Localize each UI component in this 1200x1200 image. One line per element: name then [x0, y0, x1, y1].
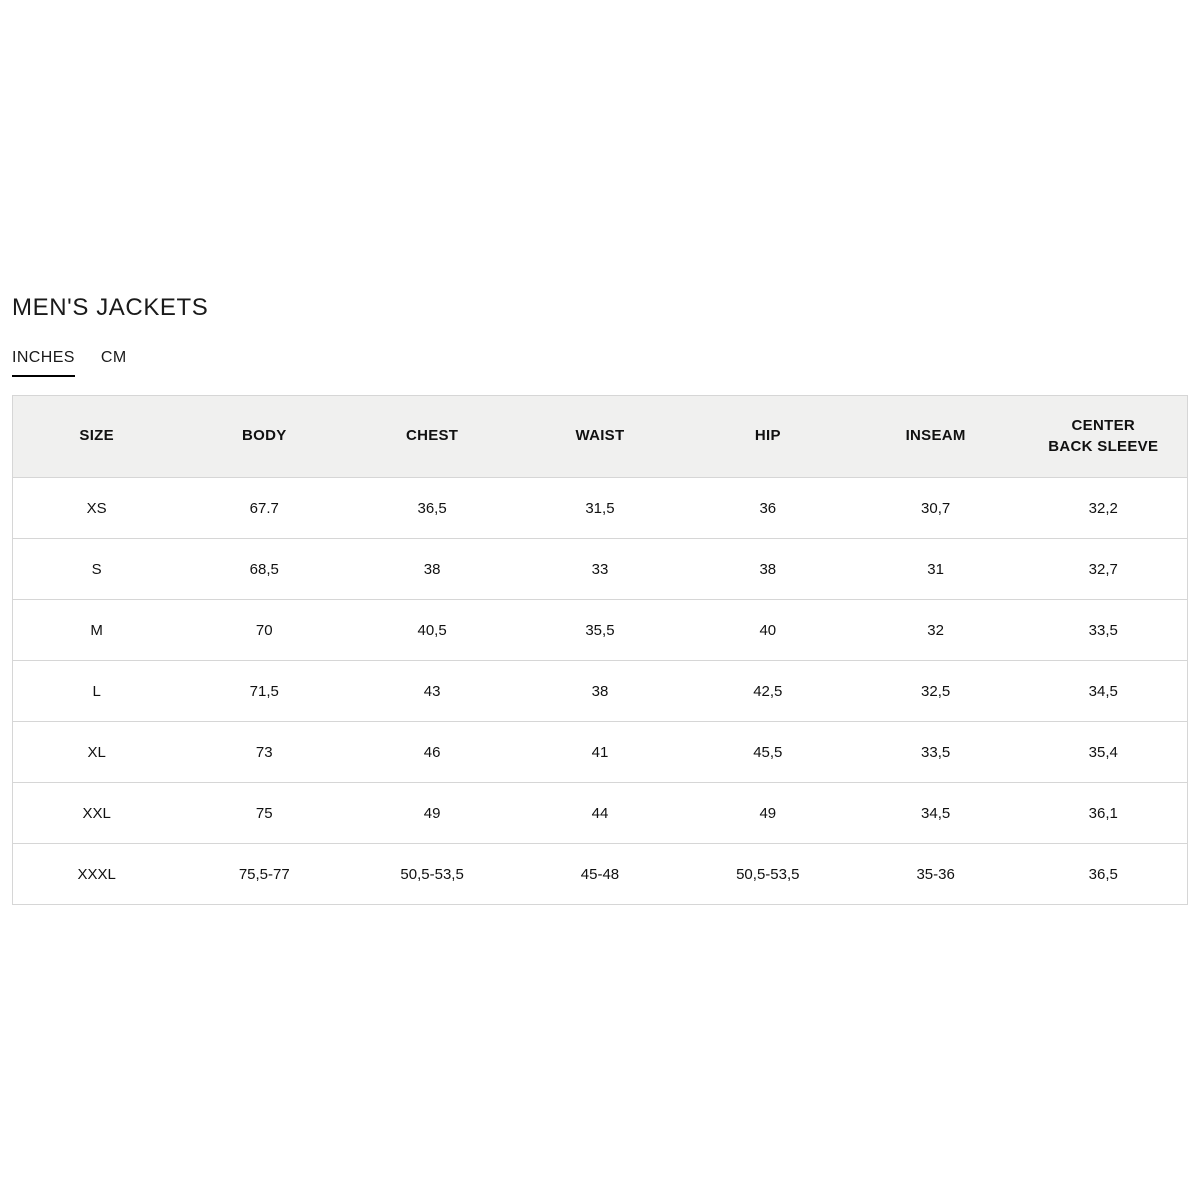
measurement-cell: 49 [348, 783, 516, 844]
measurement-cell: 68,5 [180, 539, 348, 600]
measurement-cell: 38 [516, 661, 684, 722]
measurement-cell: 32 [852, 600, 1020, 661]
column-header: CENTER BACK SLEEVE [1020, 396, 1188, 478]
column-header: INSEAM [852, 396, 1020, 478]
column-header: CHEST [348, 396, 516, 478]
measurement-cell: 34,5 [1020, 661, 1188, 722]
column-header: HIP [684, 396, 852, 478]
size-cell: XL [13, 722, 181, 783]
measurement-cell: 45-48 [580, 865, 620, 883]
measurement-cell: 32,2 [1020, 478, 1188, 539]
tab-cm[interactable]: CM [100, 349, 127, 366]
measurement-cell: 34,5 [852, 783, 1020, 844]
measurement-cell: 33,5 [852, 722, 1020, 783]
measurement-cell: 36,5 [1088, 865, 1118, 883]
measurement-cell: 49 [684, 783, 852, 844]
column-header: SIZE [13, 396, 181, 478]
measurement-cell: 33 [516, 539, 684, 600]
measurement-cell: 75,5-77 [238, 865, 290, 883]
size-cell: L [13, 661, 181, 722]
table-row [13, 783, 1188, 844]
measurement-cell: 71,5 [180, 661, 348, 722]
measurement-cell: 41 [516, 722, 684, 783]
unit-tabs [12, 349, 1188, 377]
measurement-cell: 38 [348, 539, 516, 600]
measurement-cell: 40 [684, 600, 852, 661]
tab-inches[interactable]: INCHES [12, 349, 75, 377]
column-header: WAIST [516, 396, 684, 478]
table-row [13, 539, 1188, 600]
size-table [12, 395, 1188, 905]
table-row [13, 478, 1188, 539]
size-cell: XXL [13, 783, 181, 844]
measurement-cell: 36,5 [348, 478, 516, 539]
measurement-cell: 42,5 [684, 661, 852, 722]
measurement-cell: 50,5-53,5 [736, 865, 800, 883]
measurement-cell: 32,5 [852, 661, 1020, 722]
measurement-cell: 43 [348, 661, 516, 722]
measurement-cell: 75 [180, 783, 348, 844]
size-table-head [13, 396, 1188, 478]
measurement-cell: 46 [348, 722, 516, 783]
size-cell: XXXL [77, 865, 116, 883]
size-table-header-row [13, 396, 1188, 478]
table-row [13, 722, 1188, 783]
measurement-cell: 31,5 [516, 478, 684, 539]
measurement-cell: 40,5 [348, 600, 516, 661]
measurement-cell: 36,1 [1020, 783, 1188, 844]
size-cell: M [13, 600, 181, 661]
table-row [13, 844, 1188, 905]
page-title: MEN'S JACKETS [12, 294, 209, 321]
measurement-cell: 50,5-53,5 [400, 865, 464, 883]
measurement-cell: 67.7 [180, 478, 348, 539]
table-row [13, 661, 1188, 722]
measurement-cell: 35,5 [516, 600, 684, 661]
measurement-cell: 36 [684, 478, 852, 539]
measurement-cell: 35-36 [916, 865, 955, 883]
size-table-body [13, 478, 1188, 905]
measurement-cell: 33,5 [1020, 600, 1188, 661]
table-row [13, 600, 1188, 661]
measurement-cell: 35,4 [1020, 722, 1188, 783]
measurement-cell: 73 [180, 722, 348, 783]
measurement-cell: 45,5 [684, 722, 852, 783]
measurement-cell: 70 [180, 600, 348, 661]
size-cell: S [13, 539, 181, 600]
measurement-cell: 38 [684, 539, 852, 600]
measurement-cell: 30,7 [852, 478, 1020, 539]
column-header: BODY [180, 396, 348, 478]
measurement-cell: 31 [852, 539, 1020, 600]
measurement-cell: 44 [516, 783, 684, 844]
measurement-cell: 32,7 [1020, 539, 1188, 600]
size-cell: XS [13, 478, 181, 539]
